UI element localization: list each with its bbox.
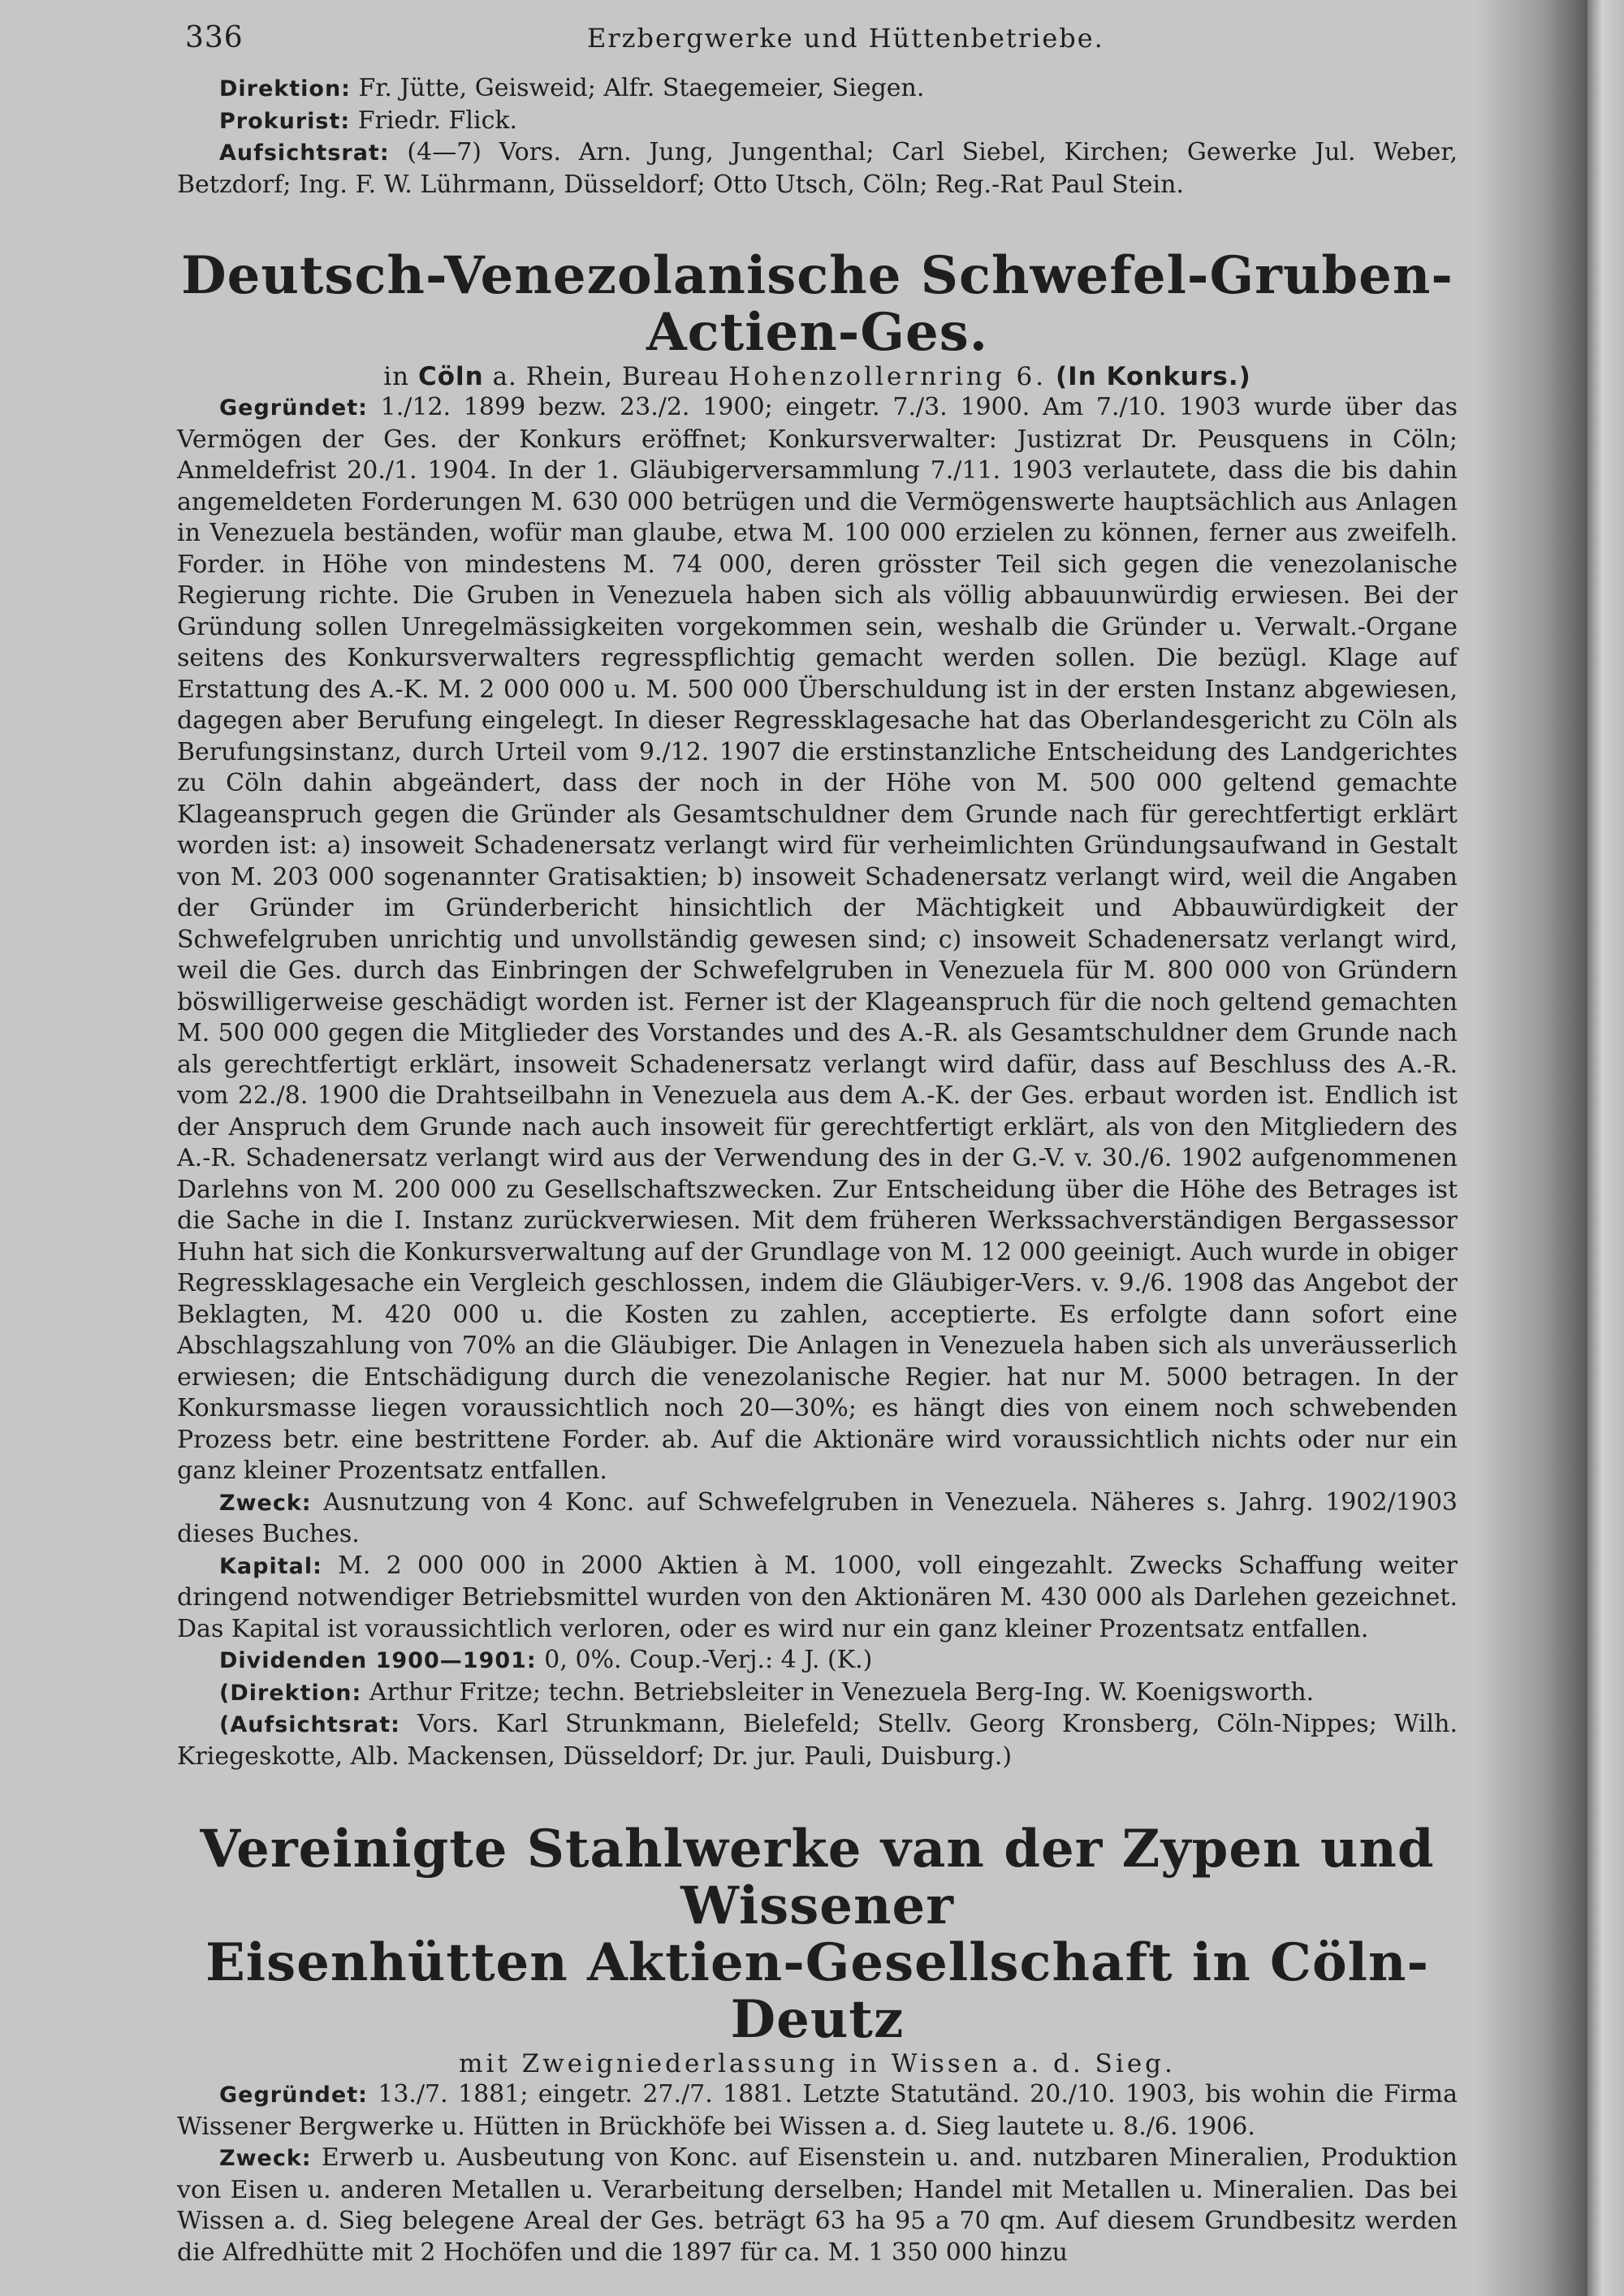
section-title-line2: Eisenhütten Aktien-Gesellschaft in Cöln-Deutz [205, 1932, 1430, 2050]
dividenden-label: Dividenden 1900—1901: [219, 1648, 537, 1673]
zweck-paragraph-2 [177, 2143, 1458, 2268]
zweck-text: Ausnutzung von 4 Konc. auf Schwefelgruben in Venezuela. Näheres s. Jahrg. 1902/1903 dieses Buches. [177, 1487, 1458, 1548]
subtitle-street: Hohenzollernring 6. [728, 362, 1047, 391]
dividenden-text: 0, 0%. Coup.-Verj.: 4 J. (K.) [544, 1646, 873, 1674]
gegruendet-text-2: 13./7. 1881; eingetr. 27./7. 1881. Letzte Statutänd. 20./10. 1903, bis wohin die Firma Wissener Bergwerke u. Hütten in Brückhöfe bei Wissen a. d. Sieg lautete u. 8./6. 1906. [177, 2080, 1458, 2141]
subtitle-text: mit Zweigniederlassung in Wissen a. d. Sieg. [459, 2049, 1176, 2078]
running-title: Erzbergwerke und Hüttenbetriebe. [587, 23, 1104, 54]
kapital-paragraph [177, 1551, 1458, 1646]
section-subtitle-2 [177, 2048, 1458, 2079]
section-subtitle [177, 361, 1458, 392]
direktion-text-2: Arthur Fritze; techn. Betriebsleiter in Venezuela Berg-Ing. W. Koenigsworth. [369, 1677, 1315, 1707]
gegruendet-label-2: Gegründet: [219, 2082, 368, 2108]
aufsichtsrat-paragraph [177, 137, 1458, 201]
page-number: 336 [185, 21, 244, 54]
subtitle-city: Cöln [417, 362, 484, 391]
section-title: Deutsch-Venezolanische Schwefel-Gruben-Actien-Ges. [181, 245, 1453, 363]
direktion-label: Direktion: [219, 76, 351, 101]
kapital-label: Kapital: [219, 1553, 322, 1579]
aufsichtsrat-text: (4—7) Vors. Arn. Jung, Jungenthal; Carl Siebel, Kirchen; Gewerke Jul. Weber, Betzdorf; Ing. F. W. Lührmann, Düsseldorf; Otto Utsch, Cöln; Reg.-Rat Paul Stein. [177, 138, 1458, 199]
zweck-label-2: Zweck: [219, 2146, 312, 2171]
direktion-line [177, 73, 1458, 106]
aufsichtsrat-label-2: (Aufsichtsrat: [219, 1712, 400, 1737]
gegruendet-text: 1./12. 1899 bezw. 23./2. 1900; eingetr. 7./3. 1900. Am 7./10. 1903 wurde über das Vermögen der Ges. der Konkurs eröffnet; Konkursverwalter: Justizrat Dr. Peusquens in Cöln; Anmeldefrist 20./1. 1904. In der 1. Gläubigerversammlung 7./11. 1903 verlautete, dass die bis dahin angemeldeten Forderungen M. 630 000 betrügen und die Vermögenswerte hauptsächlich aus Anlagen in Venezuela beständen, wofür man glaube, etwa M. 100 000 erzielen zu können, ferner aus zweifelh. Forder. in Höhe von mindestens M. 74 000, deren grösster Teil sich gegen die venezolanische Regierung richte. Die Gruben in Venezuela haben sich als völlig abbauunwürdig erwiesen. Bei der Gründung sollen Unregelmässigkeiten vorgekommen sein, weshalb die Gründer u. Verwalt.-Organe seitens des Konkursverwalters regresspflichtig gemacht werden sollen. Die bezügl. Klage auf Erstattung des A.-K. M. 2 000 000 u. M. 500 000 Überschuldung ist in der ersten Instanz abgewiesen, dagegen aber Berufung eingelegt. In dieser Regressklagesache hat das Oberlandesgericht zu Cöln als Berufungsinstanz, durch Urteil vom 9./12. 1907 die erstinstanzliche Entscheidung des Landgerichtes zu Cöln dahin abgeändert, dass der noch in der Höhe von M. 500 000 geltend gemachte Klageanspruch gegen die Gründer als Gesamtschuldner dem Grunde nach für gerechtfertigt erklärt worden ist: a) insoweit Schadenersatz verlangt wird für verheimlichten Gründungsaufwand in Gestalt von M. 203 000 sogenannter Gratisaktien; b) insoweit Schadenersatz verlangt wird, weil die Angaben der Gründer im Gründerbericht hinsichtlich der Mächtigkeit und Abbauwürdigkeit der Schwefelgruben unrichtig und unvollständig gewesen sind; c) insoweit Schadenersatz verlangt wird, weil die Ges. durch das Einbringen der Schwefelgruben in Venezuela für M. 800 000 von Gründern böswilligerweise geschädigt worden ist. Ferner ist der Klageanspruch für die noch geltend gemachten M. 500 000 gegen die Mitglieder des Vorstandes und des A.-R. als Gesamtschuldner dem Grunde nach als gerechtfertigt erklärt, insoweit Schadenersatz verlangt wird dafür, dass auf Beschluss des A.-R. vom 22./8. 1900 die Drahtseilbahn in Venezuela aus dem A.-K. der Ges. erbaut worden ist. Endlich ist der Anspruch dem Grunde nach auch insoweit für gerechtfertigt erklärt, als von den Mitgliedern des A.-R. Schadenersatz verlangt wird aus der Verwendung des in der G.-V. v. 30./6. 1902 aufgenommenen Darlehns von M. 200 000 zu Gesellschaftszwecken. Zur Entscheidung über die Höhe des Betrages ist die Sache in die I. Instanz zurückverwiesen. Mit dem früheren Werkssachverständigen Bergassessor Huhn hat sich die Konkursverwaltung auf der Grundlage von M. 12 000 geeinigt. Auch wurde in obiger Regressklagesache ein Vergleich geschlossen, indem die Gläubiger-Vers. v. 9./6. 1908 das Angebot der Beklagten, M. 420 000 u. die Kosten zu zahlen, acceptierte. Es erfolgte dann sofort eine Abschlagszahlung von 70% an die Gläubiger. Die Anlagen in Venezuela haben sich als unveräusserlich erwiesen; die Entschädigung durch die venezolanische Regier. hat nur M. 5000 betragen. In der Konkursmasse liegen voraussichtlich noch 20—30%; es hängt dies von einem noch schwebenden Prozess betr. eine bestrittene Forder. ab. Auf die Aktionäre wird voraussichtlich nichts oder nur ein ganz kleiner Prozentsatz entfallen. [177, 393, 1458, 1485]
gegruendet-paragraph-2 [177, 2079, 1458, 2143]
subtitle-mid: a. Rhein, Bureau [492, 362, 720, 391]
prokurist-line [177, 106, 1458, 138]
running-header [177, 16, 1458, 62]
zweck-text-2: Erwerb u. Ausbeutung von Konc. auf Eisenstein u. and. nutzbaren Mineralien, Produktion von Eisen u. anderen Metallen u. Verarbeitung derselben; Handel mit Metallen u. Mineralien. Das bei Wissen a. d. Sieg belegene Areal der Ges. beträgt 63 ha 95 a 70 qm. Auf diesem Grundbesitz werden die Alfredhütte mit 2 Hochöfen und die 1897 für ca. M. 1 350 000 hinzu [177, 2143, 1458, 2267]
section-title-line1: Vereinigte Stahlwerke van der Zypen und Wissener [200, 1819, 1435, 1936]
aufsichtsrat-label: Aufsichtsrat: [219, 140, 390, 166]
subtitle-prefix: in [383, 362, 410, 391]
aufsichtsrat-text-2: Vors. Karl Strunkmann, Bielefeld; Stellv. Georg Kronsberg, Cöln-Nippes; Wilh. Kriegeskotte, Alb. Mackensen, Düsseldorf; Dr. jur. Pauli, Duisburg.) [177, 1710, 1458, 1771]
adjacent-page-edge [1587, 0, 1624, 2296]
kapital-text: M. 2 000 000 in 2000 Aktien à M. 1000, voll eingezahlt. Zwecks Schaffung weiter dringend notwendiger Betriebsmittel wurden von den Aktionären M. 430 000 als Darlehen gezeichnet. Das Kapital ist voraussichtlich verloren, oder es wird nur ein ganz kleiner Prozentsatz entfallen. [177, 1551, 1458, 1643]
binding-gutter-shadow [1476, 0, 1587, 2296]
zweck-paragraph [177, 1487, 1458, 1551]
gegruendet-paragraph [177, 392, 1458, 1487]
prokurist-text: Friedr. Flick. [357, 106, 518, 135]
scan-edge [1587, 0, 1624, 2296]
direktion-text: Fr. Jütte, Geisweid; Alfr. Staegemeier, Siegen. [358, 74, 925, 102]
dividenden-paragraph [177, 1645, 1458, 1677]
section-vereinigte-stahlwerke [177, 1821, 1458, 2268]
direktion-paragraph [177, 1677, 1458, 1710]
aufsichtsrat-paragraph-2 [177, 1709, 1458, 1772]
section-deutsch-venezolanische [177, 245, 1458, 1772]
prokurist-label: Prokurist: [219, 108, 351, 134]
subtitle-status: (In Konkurs.) [1056, 362, 1251, 391]
zweck-label: Zweck: [219, 1490, 312, 1516]
top-block [177, 73, 1458, 201]
gegruendet-label: Gegründet: [219, 395, 368, 421]
direktion-label-2: (Direktion: [219, 1680, 362, 1706]
